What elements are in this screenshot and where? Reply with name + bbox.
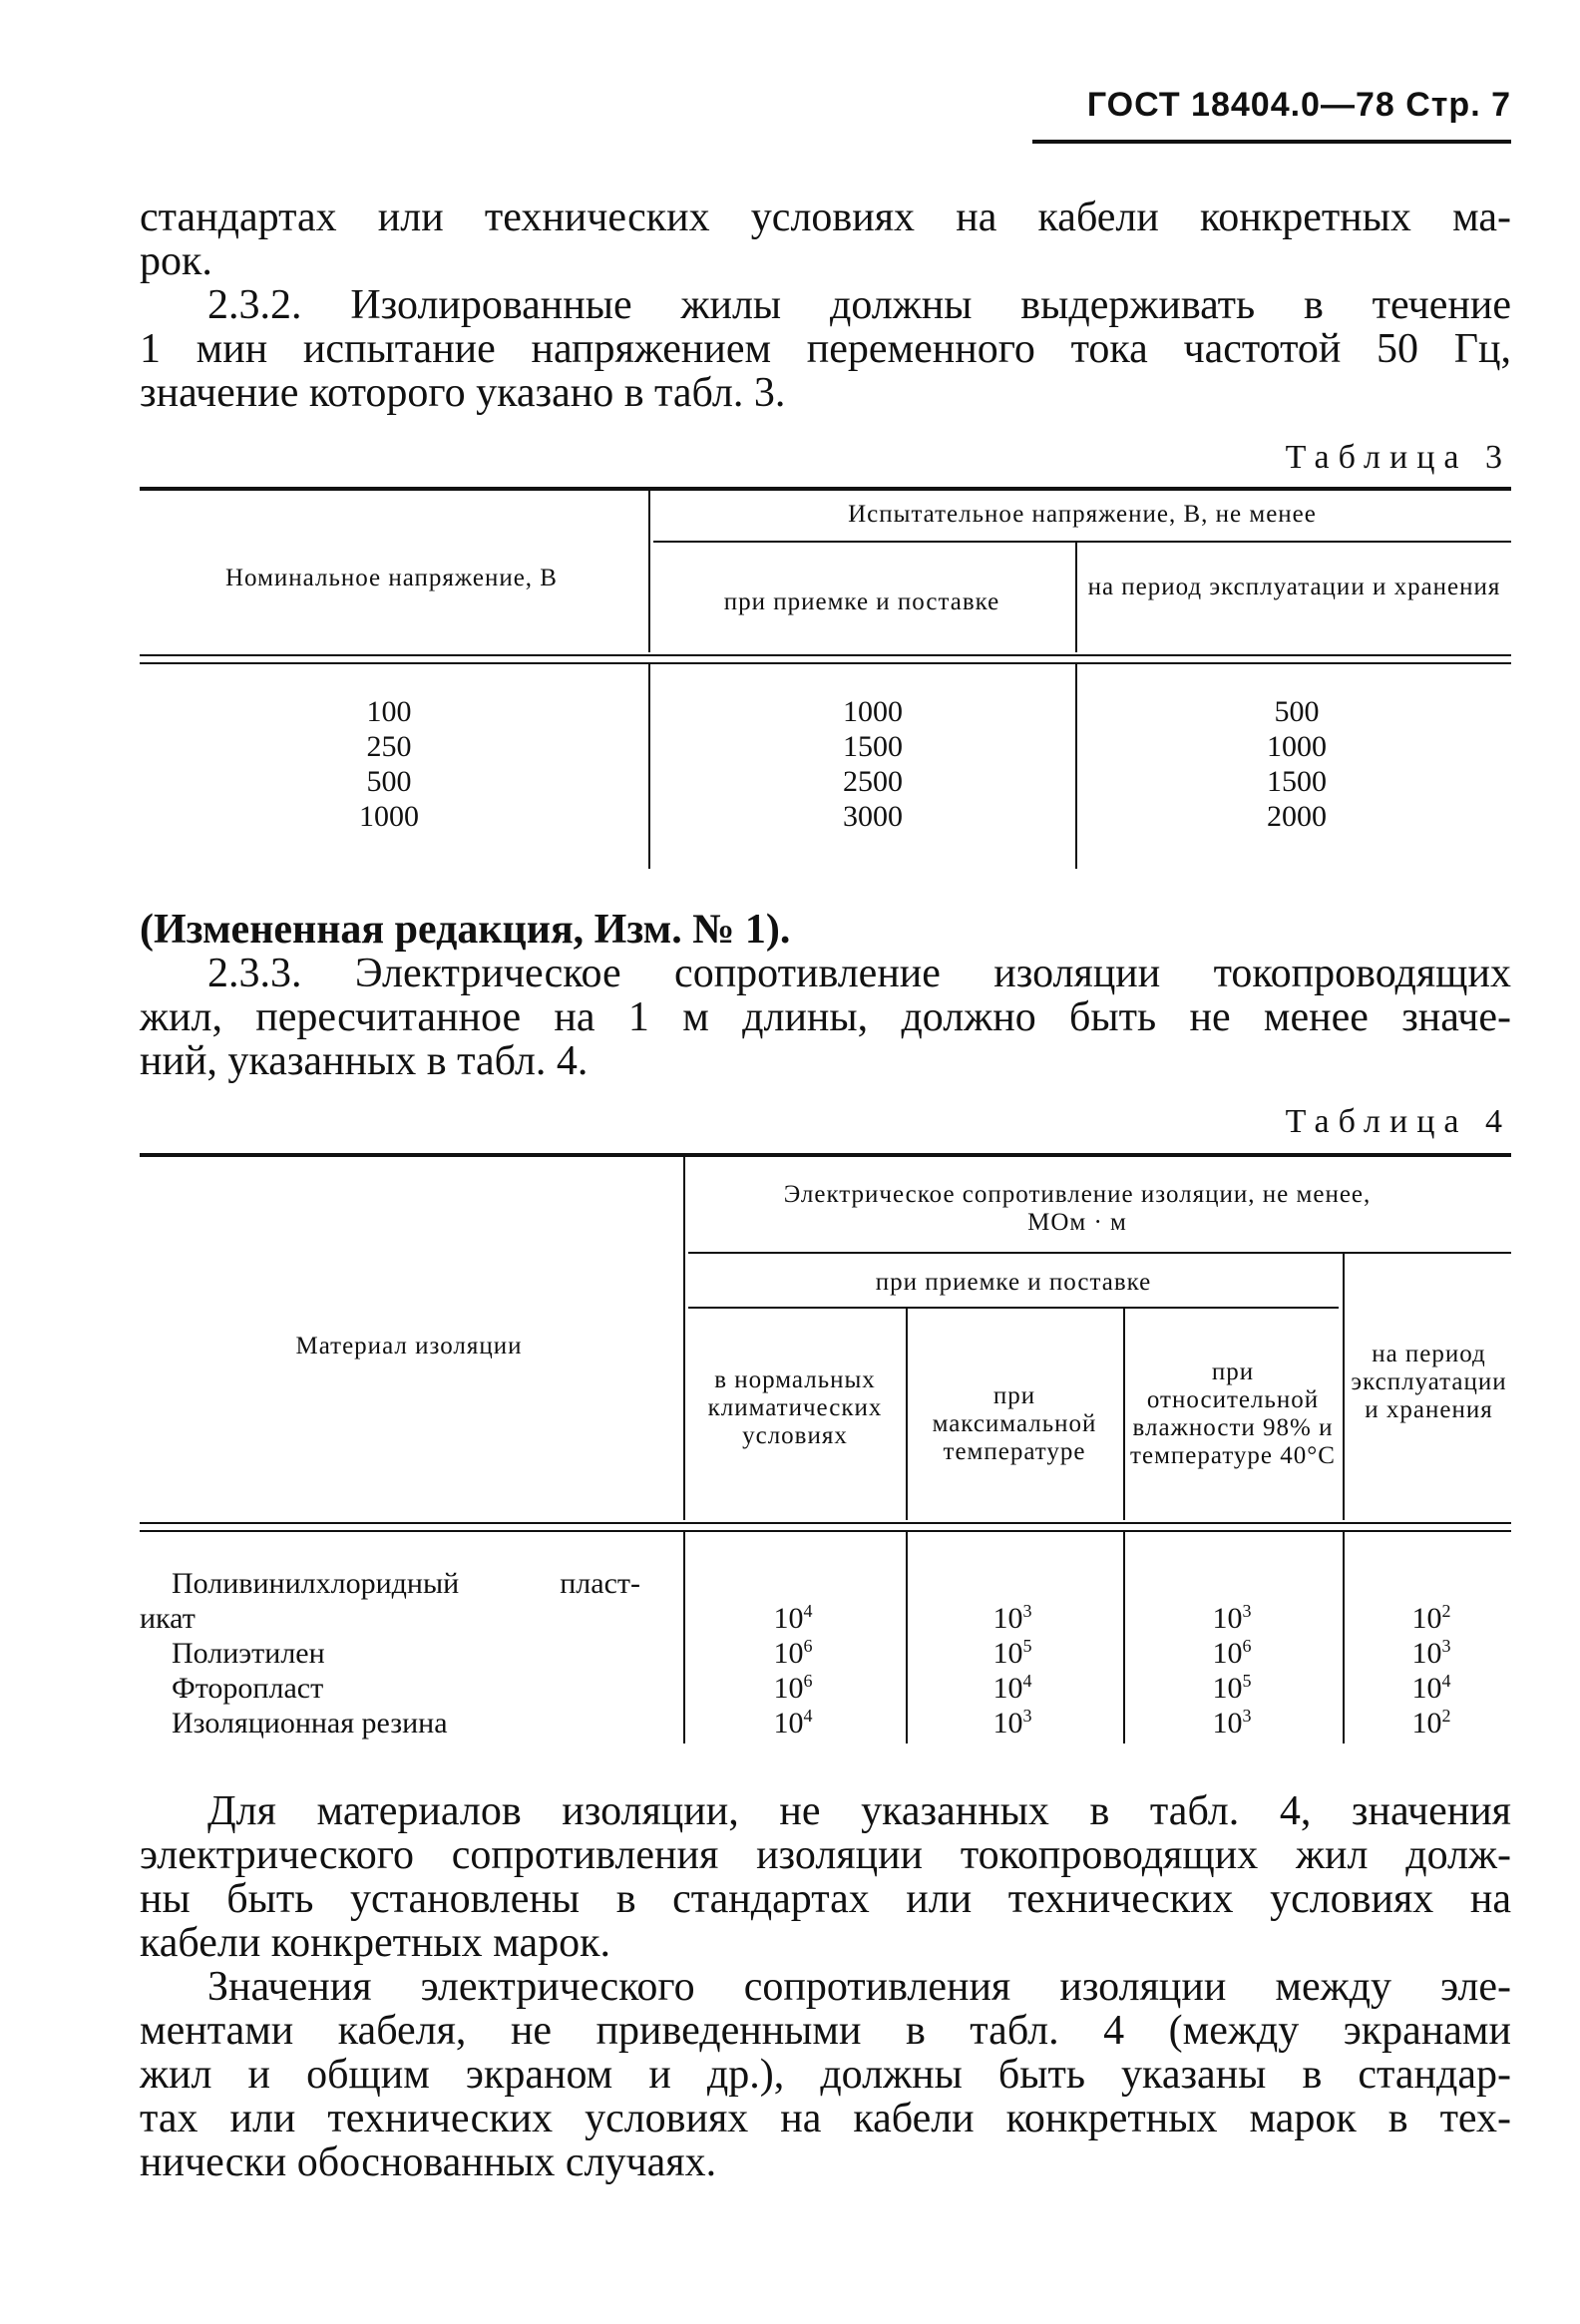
p-other1-line-3: ны быть установлены в стандартах или технических условиях на [140, 1876, 1511, 1922]
p233-line-1: 2.3.3. Электрическое сопротивление изоляции токопроводящих [207, 951, 1511, 996]
table4-group-header: Электрическое сопротивление изоляции, не менее, МОм · м [783, 1181, 1372, 1236]
table4-cell: $10^4$ [773, 1706, 813, 1740]
table4-cell: $10^4$ [992, 1671, 1032, 1705]
table4-col1-header: Материал изоляции [295, 1333, 523, 1359]
table4-col-maxtemp-header: при максимальной температуре [932, 1382, 1097, 1465]
table3-cell: 250 [366, 730, 412, 763]
p-other2-line-2: ментами кабеля, не приведенными в табл. 4 (между экранами [140, 2008, 1511, 2054]
table3-cell: 2000 [1267, 800, 1327, 833]
table4-cell: $10^6$ [773, 1671, 813, 1705]
table3-col1-header: Номинальное напряжение, В [225, 565, 558, 591]
table3-cell: 1500 [1267, 765, 1327, 798]
table4-row-material-cont: икат [140, 1602, 196, 1635]
table3-nominal-col [329, 694, 449, 834]
p233-line-3: ний, указанных в табл. 4. [140, 1038, 589, 1084]
table3-acceptance-col [813, 694, 933, 834]
table4-cell: $10^2$ [1411, 1601, 1451, 1635]
table4-caption: Таблица 4 [1285, 1103, 1511, 1140]
table3-group-header: Испытательное напряжение, В, не менее [848, 501, 1317, 528]
p-other2-line-3: жил и общим экраном и др.), должны быть указаны в стандар- [140, 2052, 1511, 2098]
p-other1-line-1: Для материалов изоляции, не указанных в табл. 4, значения [207, 1788, 1511, 1834]
table4-col-humidity-header: при относительной влажности 98% и температуре 40°С [1130, 1358, 1336, 1469]
p232-line-1: 2.3.2. Изолированные жилы должны выдерживать в течение [207, 282, 1511, 328]
table4-cell: $10^4$ [1411, 1671, 1451, 1705]
table4-row-material: Полиэтилен [172, 1637, 325, 1670]
table4-col-normal-header: в нормальных климатических условиях [707, 1366, 883, 1449]
table3-cell: 3000 [843, 800, 903, 833]
table4-cell: $10^2$ [1411, 1706, 1451, 1740]
table3-cell: 500 [366, 765, 412, 798]
table3-operation-col [1237, 694, 1357, 834]
table3-col3-header: на период эксплуатации и хранения [1087, 574, 1501, 600]
table4-cell: $10^3$ [1212, 1706, 1252, 1740]
table3-cell: 2500 [843, 765, 903, 798]
table4-row-material: Поливинилхлоридный пласт- [172, 1567, 640, 1600]
table4-cell: $10^3$ [1411, 1636, 1451, 1670]
p233-line-2: жил, пересчитанное на 1 м длины, должно быть не менее значе- [140, 994, 1511, 1040]
table4-cell: $10^5$ [1212, 1671, 1252, 1705]
table3-cell: 1500 [843, 730, 903, 763]
p-other1-line-4: кабели конкретных марок. [140, 1920, 610, 1966]
p232-line-3: значение которого указано в табл. 3. [140, 370, 786, 416]
table3-caption: Таблица 3 [1285, 439, 1511, 476]
header-rule [1032, 140, 1511, 144]
table4-col-operation-header: на период эксплуатации и хранения [1351, 1341, 1507, 1423]
table3-cell: 100 [366, 695, 412, 728]
table4-cell: $10^5$ [992, 1636, 1032, 1670]
p-other2-line-5: нически обоснованных случаях. [140, 2139, 717, 2185]
intro-line-2: рок. [140, 238, 212, 284]
p-other2-line-4: тах или технических условиях на кабели конкретных марок в тех- [140, 2096, 1511, 2141]
p-other2-line-1: Значения электрического сопротивления изоляции между эле- [207, 1964, 1511, 2010]
intro-line-1: стандартах или технических условиях на кабели конкретных ма- [140, 194, 1511, 240]
table4-subgroup-header: при приемке и поставке [875, 1269, 1152, 1296]
table3-cell: 500 [1274, 695, 1320, 728]
table4-cell: $10^4$ [773, 1601, 813, 1635]
table3-col2-header: при приемке и поставке [723, 588, 1000, 615]
table3-cell: 1000 [843, 695, 903, 728]
amendment-note: (Измененная редакция, Изм. № 1). [140, 907, 791, 953]
p232-line-2: 1 мин испытание напряжением переменного тока частотой 50 Гц, [140, 326, 1511, 372]
table4-row-material: Изоляционная резина [172, 1707, 448, 1740]
table4-cell: $10^6$ [773, 1636, 813, 1670]
table4-cell: $10^3$ [1212, 1601, 1252, 1635]
table3-cell: 1000 [1267, 730, 1327, 763]
page-header: ГОСТ 18404.0—78 Стр. 7 [1086, 86, 1511, 124]
table4-cell: $10^3$ [992, 1706, 1032, 1740]
table4-row-material: Фторопласт [172, 1672, 324, 1705]
p-other1-line-2: электрического сопротивления изоляции токопроводящих жил долж- [140, 1832, 1511, 1878]
table3-cell: 1000 [359, 800, 419, 833]
table4-cell: $10^3$ [992, 1601, 1032, 1635]
table4-cell: $10^6$ [1212, 1636, 1252, 1670]
